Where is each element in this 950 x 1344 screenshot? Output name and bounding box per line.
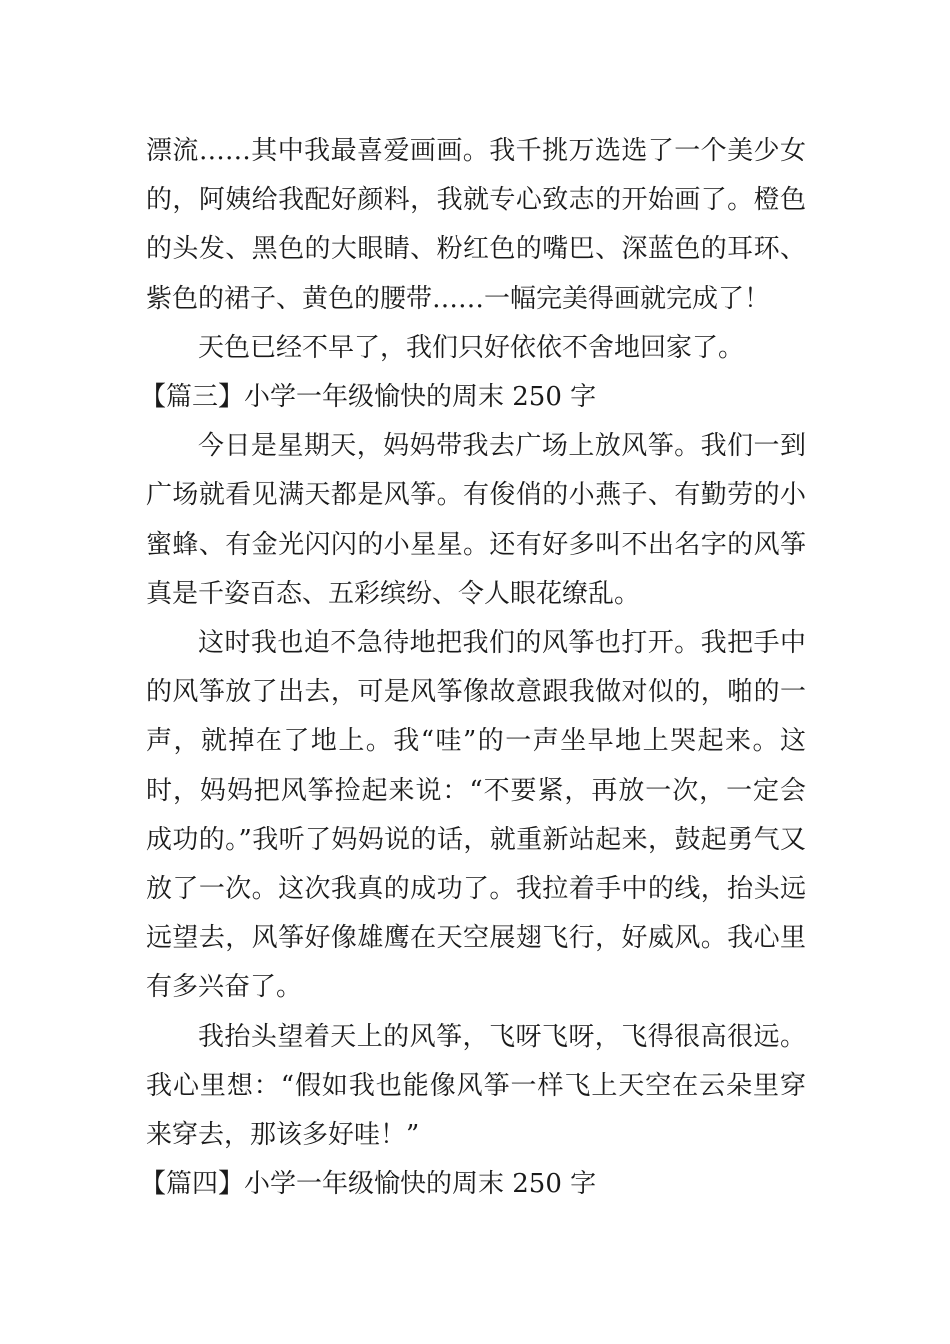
paragraph-kites-in-square: 今日是星期天，妈妈带我去广场上放风筝。我们一到广场就看见满天都是风筝。有俊俏的小燕子、有勤劳的小蜜蜂、有金光闪闪的小星星。还有好多叫不出名字的风筝真是千姿百态、五彩缤纷、令人眼花缭乱。 xyxy=(146,431,806,609)
paragraph-going-home: 天色已经不早了，我们只好依依不舍地回家了。 xyxy=(198,332,745,363)
paragraph-wishing-to-fly: 我抬头望着天上的风筝，飞呀飞呀，飞得很高很远。我心里想：“假如我也能像风筝一样飞上天空在云朵里穿来穿去，那该多好哇！” xyxy=(146,1021,806,1151)
section-heading-part-three: 【篇三】小学一年级愉快的周末 250 字 xyxy=(140,382,597,413)
section-heading-part-four: 【篇四】小学一年级愉快的周末 250 字 xyxy=(140,1169,597,1200)
paragraph-flying-kite: 这时我也迫不急待地把我们的风筝也打开。我把手中的风筝放了出去，可是风筝像故意跟我做对似的，啪的一声，就掉在了地上。我“哇”的一声坐早地上哭起来。这时，妈妈把风筝捡起来说：“不要紧，再放一次，一定会成功的。”我听了妈妈说的话，就重新站起来，鼓起勇气又放了一次。这次我真的成功了。我拉着手中的线，抬头远远望去，风筝好像雄鹰在天空展翅飞行，好威风。我心里有多兴奋了。 xyxy=(146,628,806,1003)
document-body xyxy=(140,127,806,1209)
paragraph-painting-end: 漂流……其中我最喜爱画画。我千挑万选选了一个美少女的，阿姨给我配好颜料，我就专心致志的开始画了。橙色的头发、黑色的大眼睛、粉红色的嘴巴、深蓝色的耳环、紫色的裙子、黄色的腰带……一幅完美得画就完成了！ xyxy=(146,136,806,314)
